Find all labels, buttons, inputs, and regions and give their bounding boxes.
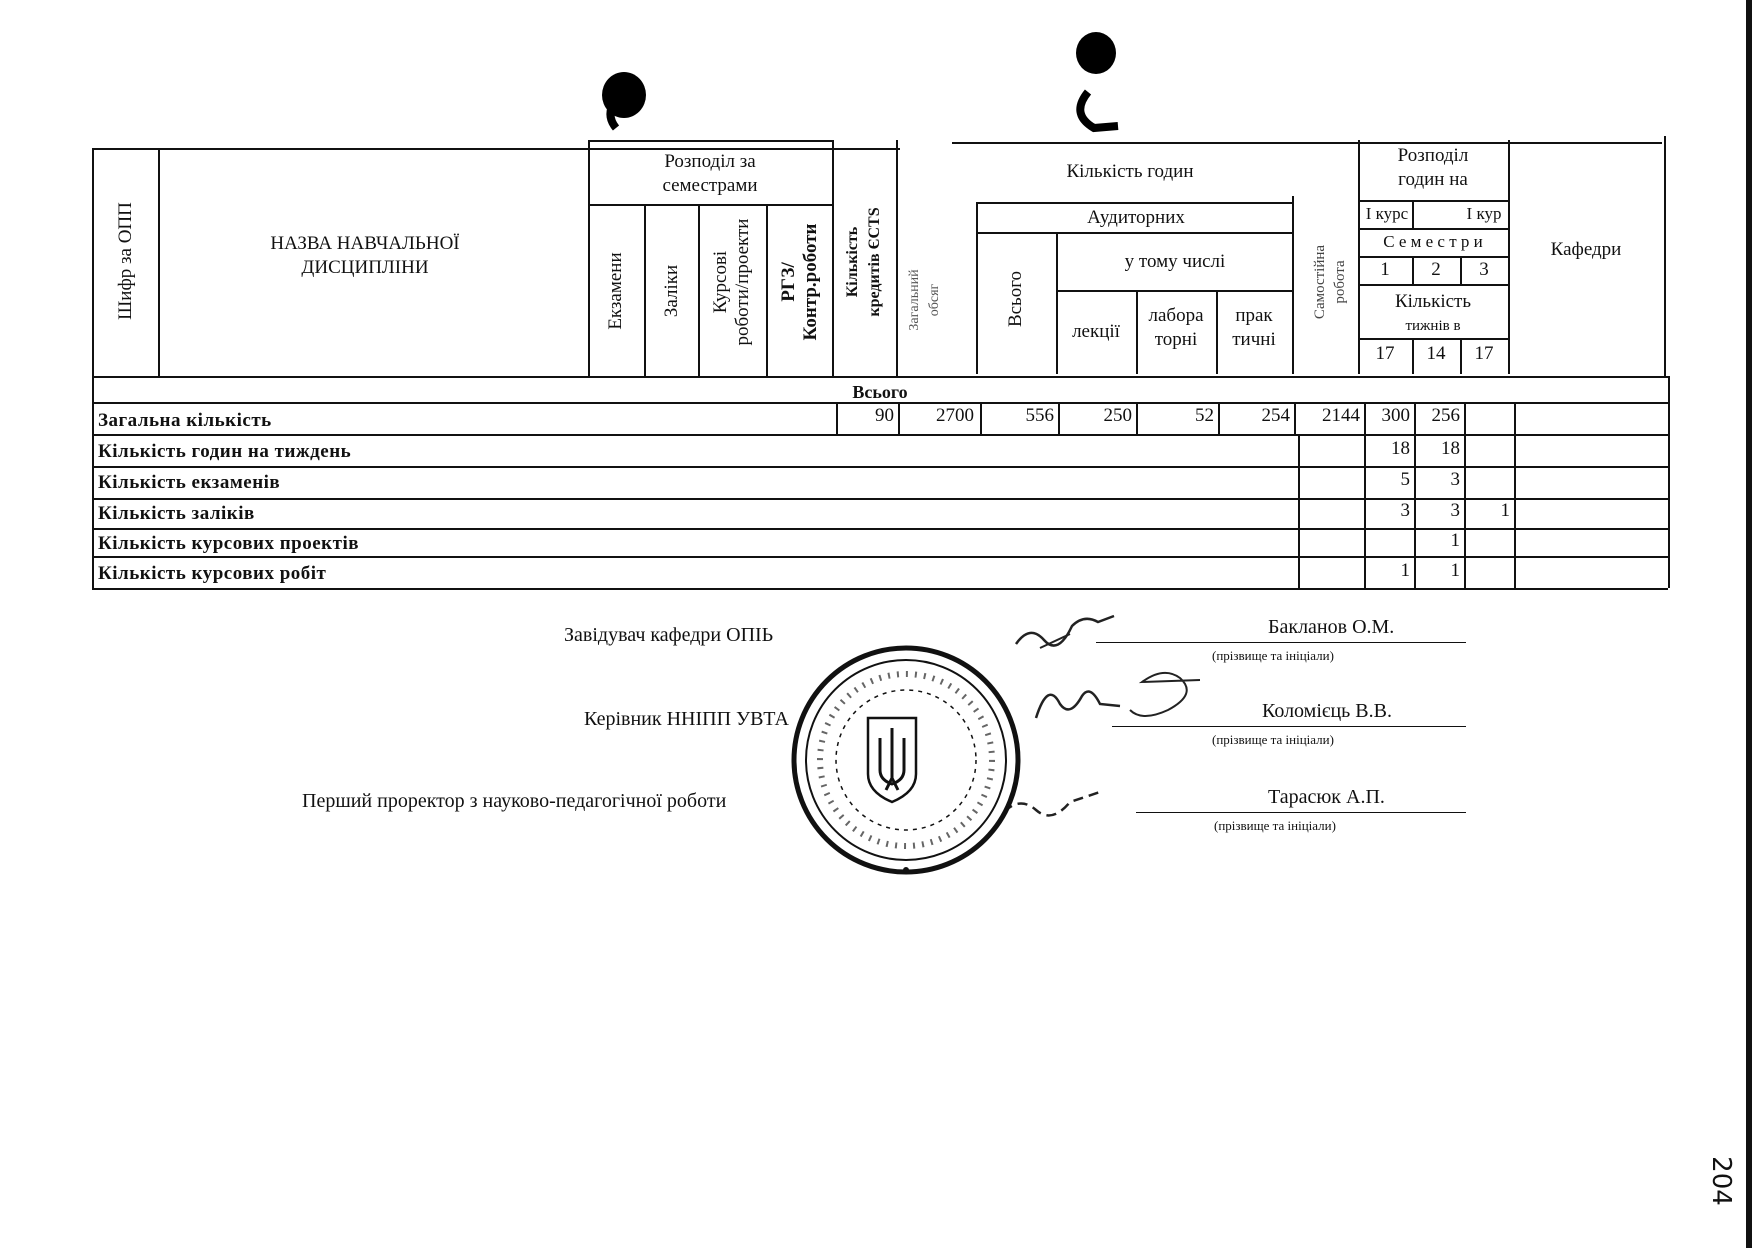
total-labs: 52 <box>1195 405 1214 426</box>
row-hours-per-week-label: Кількість годин на тиждень <box>98 441 352 462</box>
weeks-sem-3: 17 <box>1474 343 1494 364</box>
weeks-sem-1: 17 <box>1375 343 1395 364</box>
row1-s2: 18 <box>1441 438 1460 459</box>
course-1-header: I курс <box>1365 204 1409 223</box>
exams-header: Екзамени <box>605 252 626 330</box>
total-all: 556 <box>1025 405 1054 426</box>
row3-s2: 3 <box>1450 500 1460 521</box>
row-course-projects-label: Кількість курсових проектів <box>98 533 359 554</box>
punch-hole-tail-right <box>1068 86 1128 138</box>
row4-s2: 1 <box>1450 530 1460 551</box>
signature-name-2: Коломієць В.В. <box>1262 700 1392 722</box>
handwritten-signature-2 <box>1030 660 1210 730</box>
row5-s1: 1 <box>1400 560 1410 581</box>
total-lectures: 250 <box>1103 405 1132 426</box>
punch-hole-right <box>1076 32 1116 74</box>
page-number: 204 <box>1705 1156 1736 1206</box>
row-total-label: Загальна кількість <box>98 410 272 431</box>
signature-note-1: (прізвище та ініціали) <box>1212 648 1334 663</box>
row3-s3: 1 <box>1500 500 1510 521</box>
practical-header: прак тичні <box>1232 305 1276 350</box>
total-ects: 90 <box>875 405 894 426</box>
course-2-header: I кур <box>1466 204 1502 223</box>
total-practical: 254 <box>1261 405 1290 426</box>
signature-line-3 <box>1136 812 1466 813</box>
row2-s1: 5 <box>1400 469 1410 490</box>
hours-count-header: Кількість годин <box>1066 161 1194 182</box>
auditorium-header: Аудиторних <box>1087 207 1185 228</box>
semester-3: 3 <box>1479 259 1489 280</box>
signature-note-2: (прізвище та ініціали) <box>1212 732 1334 747</box>
independent-work-header: Самостійна робота <box>1312 244 1348 320</box>
row0-s2: 256 <box>1431 405 1460 426</box>
weeks-sem-2: 14 <box>1426 343 1446 364</box>
semester-1: 1 <box>1380 259 1390 280</box>
page-edge <box>1746 0 1752 1248</box>
row0-s1: 300 <box>1381 405 1410 426</box>
handwritten-signature-1 <box>1010 604 1130 654</box>
total-word: Всього <box>852 382 908 402</box>
coursework-header: Курсові роботи/проекти <box>710 218 753 346</box>
labs-header: лабора торні <box>1148 305 1204 350</box>
trident-emblem-icon <box>862 714 922 804</box>
semesters-header: С е м е с т р и <box>1383 232 1483 251</box>
row-exams-label: Кількість екзаменів <box>98 472 281 493</box>
total-independent: 2144 <box>1322 405 1360 426</box>
punch-hole-tail-left <box>600 98 640 138</box>
signature-role-2: Керівник ННІПП УВТА <box>584 708 789 730</box>
signature-role-3: Перший проректор з науково-педагогічної роботи <box>302 790 727 812</box>
semester-2: 2 <box>1431 259 1441 280</box>
signature-role-1: Завідувач кафедри ОПІЬ <box>564 624 774 646</box>
total-volume: 2700 <box>936 405 974 426</box>
row5-s2: 1 <box>1450 560 1460 581</box>
row-credits-label: Кількість заліків <box>98 503 255 524</box>
weeks-count-header: Кількість тижнів в <box>1394 291 1471 334</box>
row2-s2: 3 <box>1450 469 1460 490</box>
ects-header: Кількість кредитів ЄСТS <box>844 207 883 317</box>
row1-s1: 18 <box>1391 438 1410 459</box>
including-header: у тому числі <box>1124 251 1226 272</box>
row-course-works-label: Кількість курсових робіт <box>98 563 327 584</box>
all-header: Всього <box>1005 270 1026 328</box>
total-volume-header: Загальний обсяг <box>907 269 942 331</box>
semester-distribution-header: Розподіл за семестрами <box>662 151 758 196</box>
row3-s1: 3 <box>1400 500 1410 521</box>
signature-name-3: Тарасюк А.П. <box>1268 786 1385 808</box>
lectures-header: лекції <box>1072 321 1120 342</box>
discipline-name-header: НАЗВА НАВЧАЛЬНОЇ ДИСЦИПЛІНИ <box>270 233 460 278</box>
credits-header: Заліки <box>661 264 682 318</box>
signature-name-1: Бакланов О.М. <box>1268 616 1395 638</box>
code-column-header: Шифр за ОПП <box>115 202 136 320</box>
rgz-header: РГЗ/ Контр.роботи <box>778 223 821 341</box>
signature-note-3: (прізвище та ініціали) <box>1214 818 1336 833</box>
hours-distribution-header: Розподіл годин на <box>1397 145 1469 190</box>
signature-line-1 <box>1096 642 1466 643</box>
departments-header: Кафедри <box>1550 239 1622 260</box>
